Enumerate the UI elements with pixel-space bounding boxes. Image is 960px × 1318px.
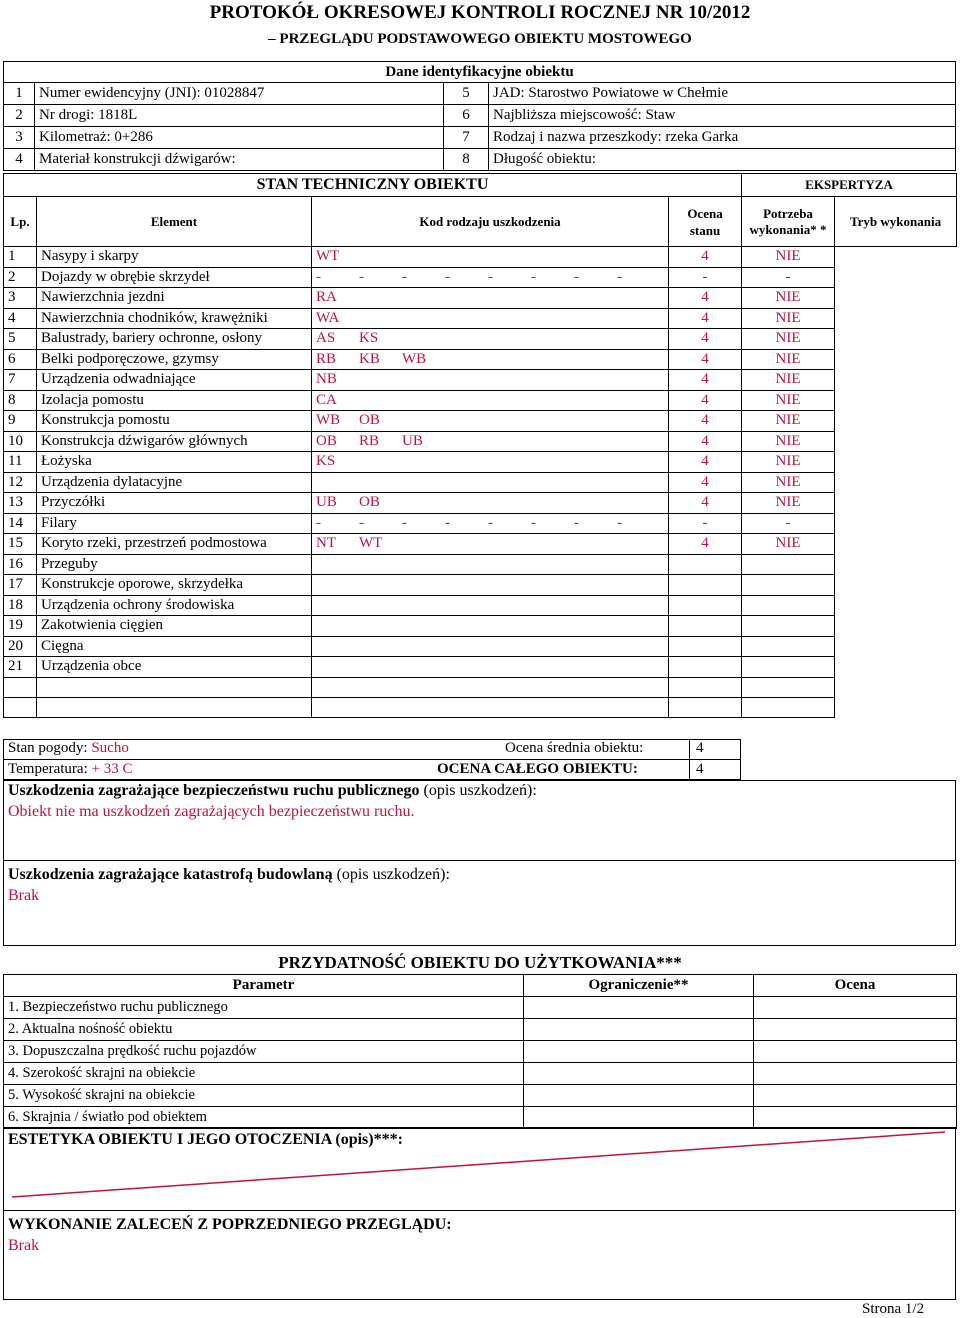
damage-code: OB <box>359 494 380 511</box>
stan-ocena: 4 <box>669 534 742 555</box>
stan-potrzeba: NIE <box>742 472 835 493</box>
stan-element: Koryto rzeki, przestrzeń podmostowa <box>37 534 312 555</box>
damage-code: - <box>316 514 321 531</box>
stan-lp: 6 <box>4 349 37 370</box>
stan-potrzeba: NIE <box>742 431 835 452</box>
stan-potrzeba: NIE <box>742 288 835 309</box>
ident-cell-n2: 8 <box>444 149 489 171</box>
stan-ocena: 4 <box>669 472 742 493</box>
stan-lp: 4 <box>4 308 37 329</box>
page-subtitle: – PRZEGLĄDU PODSTAWOWEGO OBIEKTU MOSTOWEGO <box>268 31 692 47</box>
przydatnosc-param: 2. Aktualna nośność obiektu <box>4 1019 524 1041</box>
damage-code: - <box>488 514 493 531</box>
ident-cell-t2: Rodzaj i nazwa przeszkody: rzeka Garka <box>489 127 956 149</box>
stan-element: Dojazdy w obrębie skrzydeł <box>37 267 312 288</box>
damage-code: AS <box>316 330 336 347</box>
stan-lp: 16 <box>4 554 37 575</box>
temp-label: Temperatura: <box>8 761 88 777</box>
stan-lp: 21 <box>4 657 37 678</box>
damage-code: - <box>402 514 407 531</box>
damage-code: WB <box>316 412 341 429</box>
page-title: PROTOKÓŁ OKRESOWEJ KONTROLI ROCZNEJ NR 10/2012 <box>209 2 751 23</box>
col-parametr: Parametr <box>4 975 524 997</box>
przydatnosc-param: 3. Dopuszczalna prędkość ruchu pojazdów <box>4 1041 524 1063</box>
stan-lp: 19 <box>4 616 37 637</box>
stan-element: Konstrukcja pomostu <box>37 411 312 432</box>
srednia-label: Ocena średnia obiektu: <box>505 740 644 756</box>
ekspertyza-heading: EKSPERTYZA <box>742 174 957 197</box>
stan-lp: 11 <box>4 452 37 473</box>
damage-code: - <box>359 268 364 285</box>
damage-code: KS <box>316 453 336 470</box>
ident-heading: Dane identyfikacyjne obiektu <box>4 62 956 83</box>
damage-code: WB <box>402 350 427 367</box>
estetyka-heading: ESTETYKA OBIEKTU I JEGO OTOCZENIA <box>8 1131 332 1148</box>
stan-lp: 10 <box>4 431 37 452</box>
stan-lp: 18 <box>4 595 37 616</box>
ident-cell-n1: 4 <box>4 149 35 171</box>
damage-code: CA <box>316 391 337 408</box>
pogoda-value: Sucho <box>91 740 129 756</box>
stan-lp: 15 <box>4 534 37 555</box>
ident-cell-n1: 3 <box>4 127 35 149</box>
stan-potrzeba: NIE <box>742 329 835 350</box>
stan-lp: 17 <box>4 575 37 596</box>
stan-element: Przeguby <box>37 554 312 575</box>
stan-lp: 20 <box>4 636 37 657</box>
stan-lp: 7 <box>4 370 37 391</box>
damage-code: UB <box>402 432 423 449</box>
przydatnosc-param: 5. Wysokość skrajni na obiekcie <box>4 1085 524 1107</box>
damage-code: - <box>531 268 536 285</box>
przydatnosc-param: 4. Szerokość skrajni na obiekcie <box>4 1063 524 1085</box>
stan-lp: 2 <box>4 267 37 288</box>
ident-cell-t1: Numer ewidencyjny (JNI): 01028847 <box>35 83 444 105</box>
ident-cell-n1: 1 <box>4 83 35 105</box>
damage-code: WT <box>316 248 340 265</box>
stan-element: Konstrukcja dźwigarów głównych <box>37 431 312 452</box>
stan-element: Urządzenia odwadniające <box>37 370 312 391</box>
col-lp: Lp. <box>4 197 37 247</box>
ident-cell-n1: 2 <box>4 105 35 127</box>
stan-element: Nasypy i skarpy <box>37 247 312 268</box>
stan-element: Przyczółki <box>37 493 312 514</box>
przydatnosc-heading: PRZYDATNOŚĆ OBIEKTU DO UŻYTKOWANIA*** <box>278 953 682 972</box>
damage-code: NB <box>316 371 337 388</box>
col-tryb: Tryb wykonania <box>835 197 957 247</box>
przydatnosc-param: 6. Skrajnia / światło pod obiektem <box>4 1107 524 1129</box>
stan-lp: 3 <box>4 288 37 309</box>
calego-label: OCENA CAŁEGO OBIEKTU: <box>437 761 638 777</box>
damage-code: RB <box>359 432 380 449</box>
stan-element: Urządzenia dylatacyjne <box>37 472 312 493</box>
stan-element: Zakotwienia cięgien <box>37 616 312 637</box>
damage-code: NT <box>316 535 336 552</box>
stan-ocena: 4 <box>669 247 742 268</box>
stan-element: Urządzenia ochrony środowiska <box>37 595 312 616</box>
ident-cell-t1: Nr drogi: 1818L <box>35 105 444 127</box>
stan-ocena: - <box>669 513 742 534</box>
stan-potrzeba: NIE <box>742 349 835 370</box>
estetyka-heading-rest: (opis)***: <box>331 1131 403 1148</box>
stan-lp: 9 <box>4 411 37 432</box>
damage-code: UB <box>316 494 337 511</box>
col-kod: Kod rodzaju uszkodzenia <box>312 197 669 247</box>
stan-ocena: 4 <box>669 452 742 473</box>
stan-ocena: 4 <box>669 431 742 452</box>
stan-ocena: 4 <box>669 370 742 391</box>
damage-code: - <box>531 514 536 531</box>
damage-code: - <box>617 268 622 285</box>
bezp-text: Obiekt nie ma uszkodzeń zagrażających bezpieczeństwu ruchu. <box>8 803 415 820</box>
col-ocena: Ocena stanu <box>669 197 742 247</box>
stan-element: Urządzenia obce <box>37 657 312 678</box>
stan-ocena: 4 <box>669 493 742 514</box>
temp-value: + 33 C <box>91 761 133 777</box>
stan-element: Cięgna <box>37 636 312 657</box>
calego-value: 4 <box>696 761 704 777</box>
stan-element: Belki podporęczowe, gzymsy <box>37 349 312 370</box>
stan-potrzeba: - <box>742 513 835 534</box>
stan-ocena: 4 <box>669 349 742 370</box>
damage-code: - <box>445 268 450 285</box>
damage-code: KB <box>359 350 380 367</box>
damage-code: - <box>445 514 450 531</box>
damage-code: OB <box>359 412 380 429</box>
stan-potrzeba: NIE <box>742 534 835 555</box>
stan-element: Balustrady, bariery ochronne, osłony <box>37 329 312 350</box>
stan-potrzeba: NIE <box>742 308 835 329</box>
stan-potrzeba: NIE <box>742 370 835 391</box>
bezp-heading: Uszkodzenia zagrażające bezpieczeństwu ruchu publicznego <box>8 782 420 799</box>
stan-element: Filary <box>37 513 312 534</box>
stan-ocena: 4 <box>669 390 742 411</box>
stan-potrzeba: NIE <box>742 493 835 514</box>
stan-lp: 12 <box>4 472 37 493</box>
stan-potrzeba: NIE <box>742 390 835 411</box>
ident-cell-t1: Kilometraż: 0+286 <box>35 127 444 149</box>
damage-code: OB <box>316 432 337 449</box>
damage-code: KS <box>359 330 379 347</box>
damage-code: WA <box>316 309 340 326</box>
ident-cell-t2: Długość obiektu: <box>489 149 956 171</box>
stan-element: Nawierzchnia jezdni <box>37 288 312 309</box>
damage-code: WT <box>359 535 383 552</box>
stan-lp: 13 <box>4 493 37 514</box>
stan-lp: 8 <box>4 390 37 411</box>
stan-element: Konstrukcje oporowe, skrzydełka <box>37 575 312 596</box>
damage-code: - <box>574 268 579 285</box>
col-potrzeba: Potrzeba wykonania* * <box>742 197 835 247</box>
ident-cell-n2: 6 <box>444 105 489 127</box>
col-ocena-przydatnosc: Ocena <box>754 975 957 997</box>
ident-cell-n2: 7 <box>444 127 489 149</box>
damage-code: - <box>617 514 622 531</box>
damage-code: RA <box>316 289 337 306</box>
stan-element: Nawierzchnia chodników, krawężniki <box>37 308 312 329</box>
stan-ocena: - <box>669 267 742 288</box>
stan-potrzeba: NIE <box>742 247 835 268</box>
stan-element: Izolacja pomostu <box>37 390 312 411</box>
katastrofa-heading: Uszkodzenia zagrażające katastrofą budowlaną <box>8 866 333 883</box>
zalecenia-heading: WYKONANIE ZALECEŃ Z POPRZEDNIEGO PRZEGLĄDU: <box>8 1216 452 1233</box>
damage-code: - <box>359 514 364 531</box>
stan-ocena: 4 <box>669 308 742 329</box>
stan-ocena: 4 <box>669 329 742 350</box>
stan-potrzeba: NIE <box>742 452 835 473</box>
bezp-heading-rest: (opis uszkodzeń): <box>419 782 537 799</box>
col-element: Element <box>37 197 312 247</box>
stan-lp: 5 <box>4 329 37 350</box>
damage-code: - <box>402 268 407 285</box>
stan-lp: 1 <box>4 247 37 268</box>
col-ograniczenie: Ograniczenie** <box>524 975 754 997</box>
damage-code: - <box>488 268 493 285</box>
katastrofa-heading-rest: (opis uszkodzeń): <box>332 866 450 883</box>
stan-potrzeba: - <box>742 267 835 288</box>
ident-cell-t1: Materiał konstrukcji dźwigarów: <box>35 149 444 171</box>
przydatnosc-param: 1. Bezpieczeństwo ruchu publicznego <box>4 997 524 1019</box>
ident-cell-t2: JAD: Starostwo Powiatowe w Chełmie <box>489 83 956 105</box>
srednia-value: 4 <box>696 740 704 756</box>
damage-code: - <box>574 514 579 531</box>
zalecenia-text: Brak <box>8 1237 40 1254</box>
stan-lp: 14 <box>4 513 37 534</box>
katastrofa-text: Brak <box>8 887 40 904</box>
stan-element: Łożyska <box>37 452 312 473</box>
damage-code: RB <box>316 350 337 367</box>
stan-ocena: 4 <box>669 288 742 309</box>
damage-code: - <box>316 268 321 285</box>
stan-potrzeba: NIE <box>742 411 835 432</box>
pogoda-label: Stan pogody: <box>8 740 88 756</box>
ident-cell-t2: Najbliższa miejscowość: Staw <box>489 105 956 127</box>
stan-ocena: 4 <box>669 411 742 432</box>
ident-cell-n2: 5 <box>444 83 489 105</box>
stan-heading: STAN TECHNICZNY OBIEKTU <box>4 174 742 197</box>
page-number: Strona 1/2 <box>862 1301 925 1317</box>
